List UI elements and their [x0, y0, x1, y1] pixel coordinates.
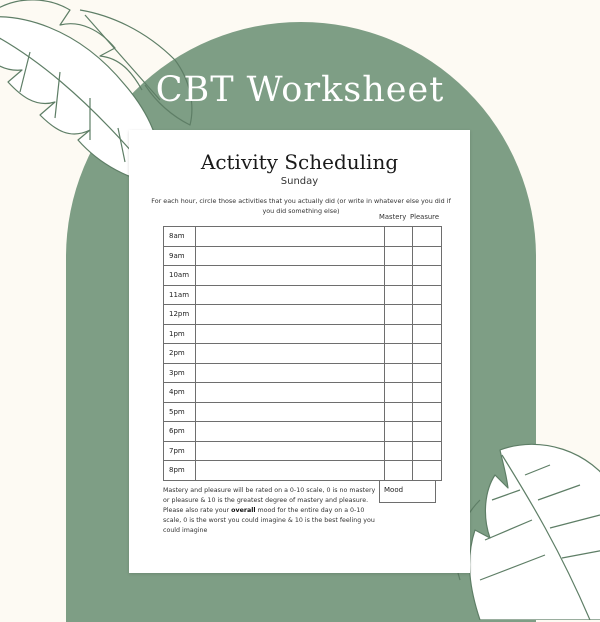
pleasure-cell[interactable]	[413, 266, 442, 286]
hour-label: 7pm	[164, 441, 196, 461]
table-row	[164, 344, 442, 364]
table-row	[164, 383, 442, 403]
mastery-cell[interactable]	[385, 266, 413, 286]
mastery-cell[interactable]	[385, 324, 413, 344]
activity-cell[interactable]	[196, 285, 385, 305]
table-row	[164, 402, 442, 422]
pleasure-cell[interactable]	[413, 246, 442, 266]
mastery-cell[interactable]	[385, 246, 413, 266]
table-row	[164, 363, 442, 383]
mood-label: Mood	[384, 486, 404, 494]
table-row	[164, 227, 442, 247]
mastery-cell[interactable]	[385, 344, 413, 364]
hour-label: 11am	[164, 285, 196, 305]
hour-label: 10am	[164, 266, 196, 286]
activity-cell[interactable]	[196, 383, 385, 403]
hour-label: 1pm	[164, 324, 196, 344]
activity-cell[interactable]	[196, 441, 385, 461]
mastery-cell[interactable]	[385, 461, 413, 481]
activity-cell[interactable]	[196, 344, 385, 364]
pleasure-cell[interactable]	[413, 344, 442, 364]
mastery-cell[interactable]	[385, 363, 413, 383]
worksheet-title: Activity Scheduling	[200, 150, 399, 174]
activity-cell[interactable]	[196, 402, 385, 422]
activity-cell[interactable]	[196, 227, 385, 247]
table-row	[164, 285, 442, 305]
hour-label: 6pm	[164, 422, 196, 442]
mastery-cell[interactable]	[385, 402, 413, 422]
activity-cell[interactable]	[196, 266, 385, 286]
table-row	[164, 324, 442, 344]
pleasure-cell[interactable]	[413, 383, 442, 403]
table-row	[164, 266, 442, 286]
pleasure-cell[interactable]	[413, 324, 442, 344]
pleasure-cell[interactable]	[413, 363, 442, 383]
activity-cell[interactable]	[196, 246, 385, 266]
pleasure-cell[interactable]	[413, 285, 442, 305]
pleasure-column-header: Pleasure	[410, 213, 440, 221]
mastery-cell[interactable]	[385, 305, 413, 325]
mastery-cell[interactable]	[385, 285, 413, 305]
table-row	[164, 422, 442, 442]
hour-label: 12pm	[164, 305, 196, 325]
mastery-cell[interactable]	[385, 383, 413, 403]
activity-cell[interactable]	[196, 363, 385, 383]
worksheet-day: Sunday	[280, 176, 319, 187]
table-row	[164, 246, 442, 266]
hour-label: 5pm	[164, 402, 196, 422]
hour-label: 8am	[164, 227, 196, 247]
rating-note-emphasis: overall	[231, 507, 256, 514]
schedule-table	[163, 226, 442, 481]
rating-note-part: Mastery and pleasure will be rated on a 0-10 scale, 0 is no mastery or pleasure & 10 is the greatest degree of mastery and pleasure. Please also rate your	[163, 487, 376, 514]
page-title: CBT Worksheet	[155, 70, 445, 110]
pleasure-cell[interactable]	[413, 461, 442, 481]
hour-label: 3pm	[164, 363, 196, 383]
table-row	[164, 305, 442, 325]
mood-box[interactable]	[379, 481, 436, 503]
pleasure-cell[interactable]	[413, 422, 442, 442]
rating-note	[163, 486, 379, 536]
activity-cell[interactable]	[196, 324, 385, 344]
table-row	[164, 461, 442, 481]
pleasure-cell[interactable]	[413, 305, 442, 325]
pleasure-cell[interactable]	[413, 227, 442, 247]
pleasure-cell[interactable]	[413, 402, 442, 422]
activity-cell[interactable]	[196, 461, 385, 481]
worksheet-page	[129, 130, 470, 573]
activity-cell[interactable]	[196, 305, 385, 325]
mastery-cell[interactable]	[385, 441, 413, 461]
rating-note-part: mood for the entire day on a 0-10 scale, 0 is the worst you could imagine & 10 is the best feeling you could imagine	[163, 507, 375, 534]
hour-label: 4pm	[164, 383, 196, 403]
mastery-cell[interactable]	[385, 227, 413, 247]
hour-label: 8pm	[164, 461, 196, 481]
worksheet-instructions: For each hour, circle those activities that you actually did (or write in whatever else you did if you did something else)	[151, 197, 451, 215]
mastery-cell[interactable]	[385, 422, 413, 442]
pleasure-cell[interactable]	[413, 441, 442, 461]
activity-cell[interactable]	[196, 422, 385, 442]
hour-label: 9am	[164, 246, 196, 266]
mastery-column-header: Mastery	[379, 213, 407, 221]
table-row	[164, 441, 442, 461]
hour-label: 2pm	[164, 344, 196, 364]
